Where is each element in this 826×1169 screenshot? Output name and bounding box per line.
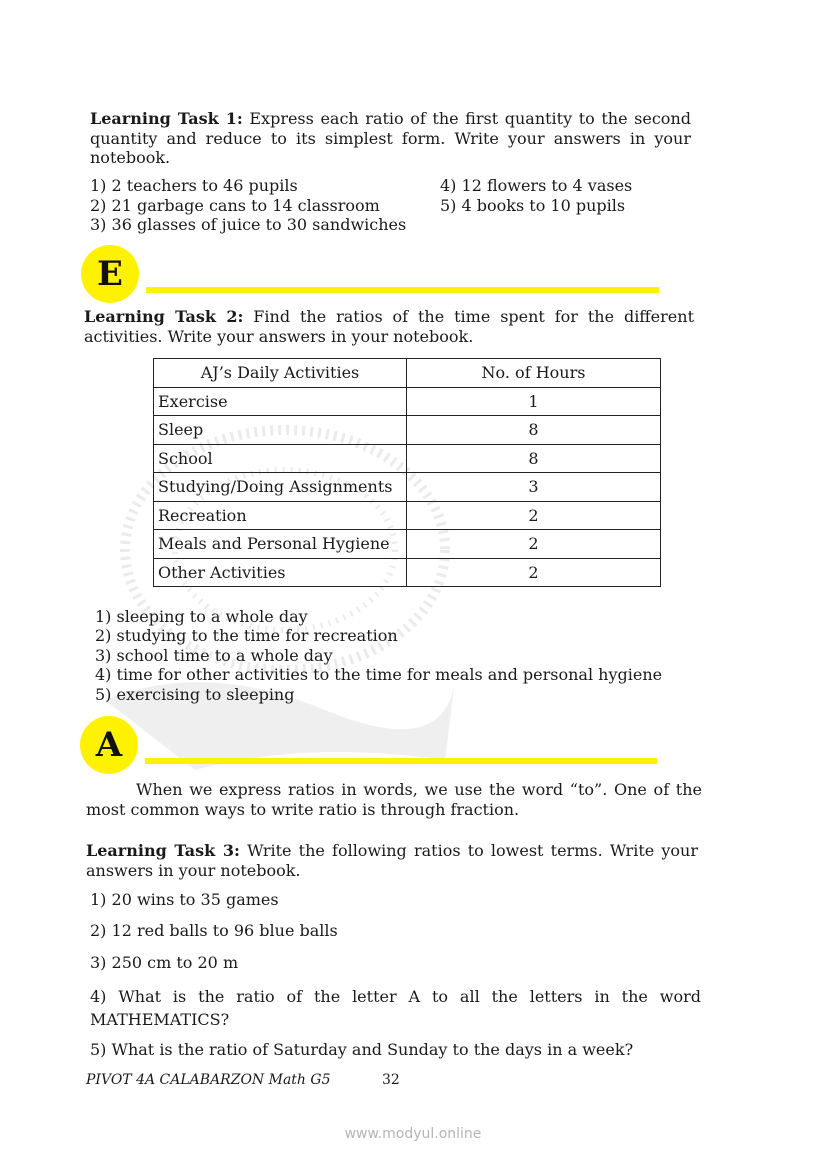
task1-label: Learning Task 1: xyxy=(90,109,243,128)
table-cell: 3 xyxy=(407,473,661,502)
table-cell: Other Activities xyxy=(154,558,407,587)
section-a-letter: A xyxy=(95,725,123,765)
intro-paragraph: When we express ratios in words, we use the word “to”. One of the most common ways to write ratio is through fraction. xyxy=(86,780,702,819)
table-cell: Studying/Doing Assignments xyxy=(154,473,407,502)
task3-paragraph xyxy=(86,841,698,880)
footer-source: PIVOT 4A CALABARZON Math G5 xyxy=(86,1072,331,1088)
table-header-row xyxy=(154,359,661,388)
website-watermark: www.modyul.online xyxy=(344,1126,482,1142)
table-cell: Meals and Personal Hygiene xyxy=(154,530,407,559)
table-cell: 8 xyxy=(407,444,661,473)
task3-label: Learning Task 3: xyxy=(86,841,240,860)
section-a-divider xyxy=(145,758,657,764)
table-row xyxy=(154,501,661,530)
task1-item: 1) 2 teachers to 46 pupils xyxy=(90,176,298,195)
table-cell: 2 xyxy=(407,558,661,587)
table-cell: Recreation xyxy=(154,501,407,530)
task1-item: 4) 12 flowers to 4 vases xyxy=(440,176,633,195)
task1-item: 2) 21 garbage cans to 14 classroom xyxy=(90,196,380,215)
task2-item: 1) sleeping to a whole day xyxy=(95,607,308,626)
table-row xyxy=(154,473,661,502)
activities-table xyxy=(153,358,661,587)
table-cell: Exercise xyxy=(154,387,407,416)
table-header: No. of Hours xyxy=(407,359,661,388)
task2-text: Find the ratios of the time spent for the different activities. Write your answers in your notebook. xyxy=(84,307,694,346)
task1-paragraph xyxy=(90,109,691,168)
task3-item: 5) What is the ratio of Saturday and Sunday to the days in a week? xyxy=(90,1040,634,1059)
task2-paragraph xyxy=(84,307,694,346)
task2-label: Learning Task 2: xyxy=(84,307,244,326)
section-e-divider xyxy=(146,287,659,293)
task2-item: 5) exercising to sleeping xyxy=(95,685,295,704)
task3-item: 3) 250 cm to 20 m xyxy=(90,953,239,972)
task1-text: Express each ratio of the first quantity to the second quantity and reduce to its simplest form. Write your answers in your notebook. xyxy=(90,109,691,167)
task3-item: 1) 20 wins to 35 games xyxy=(90,890,279,909)
task3-text: Write the following ratios to lowest terms. Write your answers in your notebook. xyxy=(86,841,699,880)
task1-item: 5) 4 books to 10 pupils xyxy=(440,196,626,215)
task3-item: 2) 12 red balls to 96 blue balls xyxy=(90,921,338,940)
task1-item: 3) 36 glasses of juice to 30 sandwiches xyxy=(90,215,407,234)
section-e-letter: E xyxy=(97,254,123,294)
task2-item: 2) studying to the time for recreation xyxy=(95,626,398,645)
table-cell: 8 xyxy=(407,416,661,445)
page-number: 32 xyxy=(382,1072,400,1088)
table-cell: Sleep xyxy=(154,416,407,445)
table-row xyxy=(154,444,661,473)
task2-item: 4) time for other activities to the time for meals and personal hygiene xyxy=(95,665,663,684)
table-row xyxy=(154,530,661,559)
table-row xyxy=(154,387,661,416)
table-cell: 2 xyxy=(407,501,661,530)
section-e-marker xyxy=(81,245,139,303)
table-header: AJ’s Daily Activities xyxy=(154,359,407,388)
table-cell: School xyxy=(154,444,407,473)
table-cell: 1 xyxy=(407,387,661,416)
table-row xyxy=(154,558,661,587)
task3-item: 4) What is the ratio of the letter A to all the letters in the word MATHEMATICS? xyxy=(90,987,701,1029)
table-cell: 2 xyxy=(407,530,661,559)
table-row xyxy=(154,416,661,445)
section-a-marker xyxy=(80,716,138,774)
task2-item: 3) school time to a whole day xyxy=(95,646,333,665)
